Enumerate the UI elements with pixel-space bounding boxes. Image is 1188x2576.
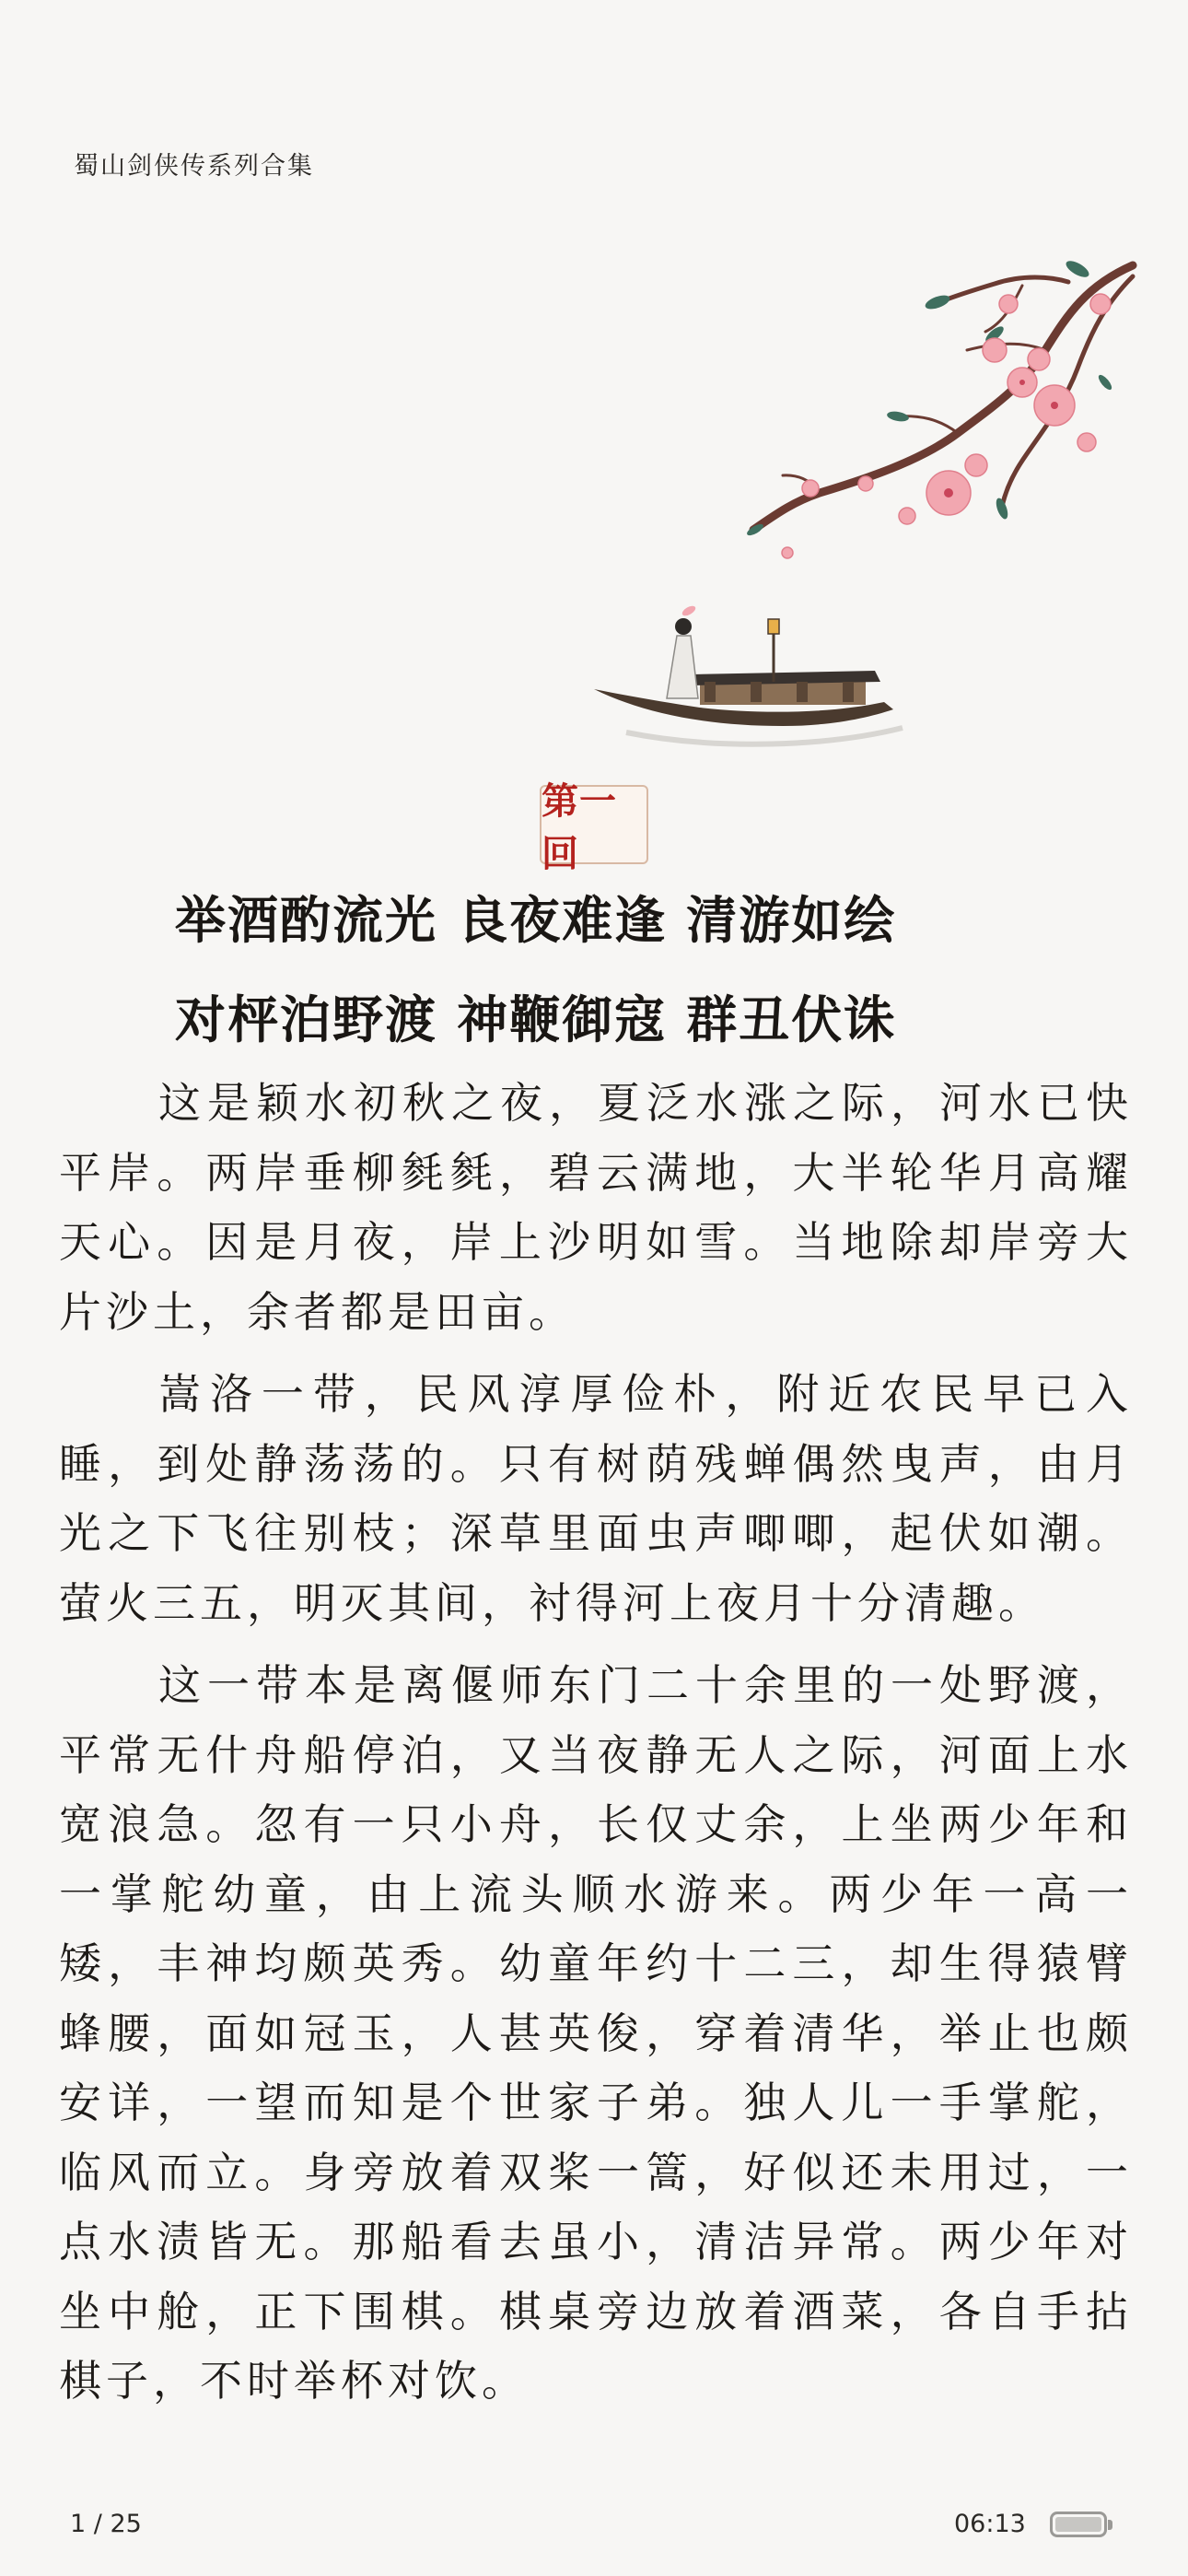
boat	[594, 618, 903, 744]
page-indicator: 1 / 25	[70, 2510, 142, 2538]
battery-level	[1055, 2517, 1101, 2532]
chapter-number-badge: 第一回	[540, 785, 648, 864]
battery-icon	[1050, 2512, 1107, 2537]
blossom-boat-illustration	[589, 249, 1142, 765]
paragraph-2: 嵩洛一带，民风淳厚俭朴，附近农民早已入睡，到处静荡荡的。只有树荫残蝉偶然曳声，由月光之下飞往别枝；深草里面虫声唧唧，起伏如潮。萤火三五，明灭其间，衬得河上夜月十分清趣。	[59, 1369, 1133, 1628]
book-title: 蜀山剑侠传系列合集	[74, 152, 314, 181]
paragraph-3: 这一带本是离偃师东门二十余里的一处野渡，平常无什舟船停泊，又当夜静无人之际，河面上水宽浪急。忽有一只小舟，长仅丈余，上坐两少年和一掌舵幼童，由上流头顺水游来。两少年一高一矮，丰神均颇英秀。幼童年约十二三，却生得猿臂蜂腰，面如冠玉，人甚英俊，穿着清华，举止也颇安详，一望而知是个世家子弟。独人儿一手掌舵，临风而立。身旁放着双桨一篙，好似还未用过，一点水渍皆无。那船看去虽小，清洁异常。两少年对坐中舱，正下围棋。棋桌旁边放着酒菜，各自手拈棋子，不时举杯对饮。	[59, 1660, 1133, 2406]
falling-petal	[681, 604, 697, 618]
chapter-title-line-2: 对枰泊野渡 神鞭御寇 群丑伏诛	[175, 989, 897, 1049]
clock-time: 06:13	[954, 2510, 1026, 2538]
chapter-title-line-1: 举酒酌流光 良夜难逢 清游如绘	[175, 890, 897, 950]
reading-text[interactable]	[59, 1069, 1133, 2430]
paragraph-1: 这是颖水初秋之夜，夏泛水涨之际，河水已快平岸。两岸垂柳毵毵，碧云满地，大半轮华月高耀天心。因是月夜，岸上沙明如雪。当地除却岸旁大片沙土，余者都是田亩。	[59, 1078, 1133, 1337]
battery-cap	[1108, 2520, 1112, 2530]
